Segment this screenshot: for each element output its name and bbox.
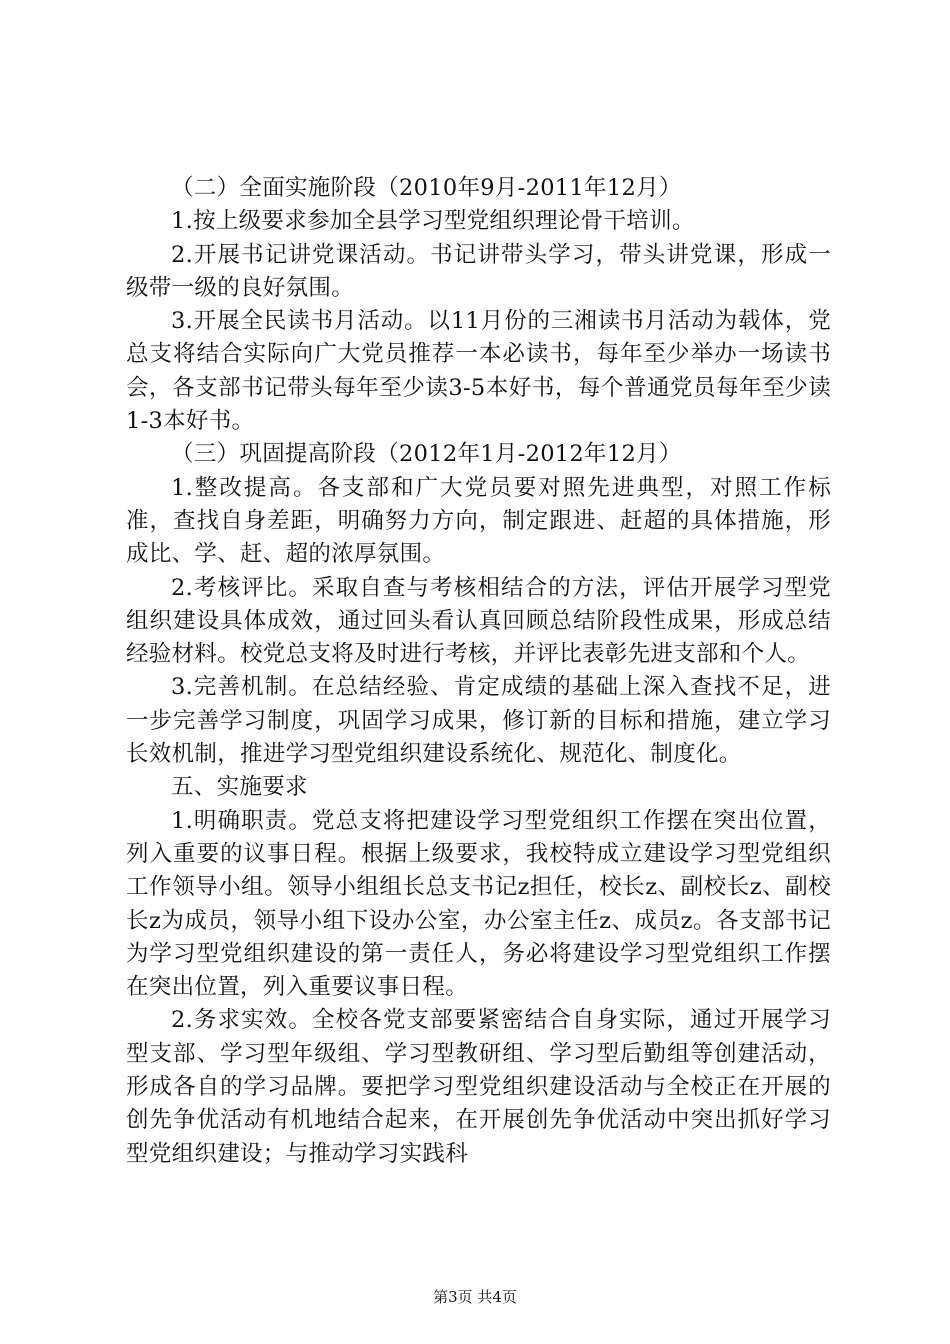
page-number-footer: 第3页 共4页 — [433, 1288, 517, 1306]
section-heading-implementation: （二）全面实施阶段（2010年9月-2011年12月） — [171, 175, 682, 201]
paragraph: 3.开展全民读书月活动。以11月份的三湘读书月活动为载体，党总支将结合实际向广大党员推荐一本必读书，每年至少举办一场读书会，各支部书记带头每年至少读3-5本好书，每个普通党员每年至少读1-3本好书。 — [126, 308, 831, 435]
section-heading-requirements: 五、实施要求 — [171, 774, 308, 801]
paragraph: 2.考核评比。采取自查与考核相结合的方法，评估开展学习型党组织建设具体成效，通过回头看认真回顾总结阶段性成果，形成总结经验材料。校党总支将及时进行考核，并评比表彰先进支部和个人。 — [126, 574, 831, 668]
paragraph: 3.完善机制。在总结经验、肯定成绩的基础上深入查找不足，进一步完善学习制度，巩固学习成果，修订新的目标和措施，建立学习长效机制，推进学习型党组织建设系统化、规范化、制度化。 — [126, 674, 831, 768]
paragraph: 2.开展书记讲党课活动。书记讲带头学习，带头讲党课，形成一级带一级的良好氛围。 — [126, 241, 831, 301]
paragraph: 2.务求实效。全校各党支部要紧密结合自身实际，通过开展学习型支部、学习型年级组、学习型教研组、学习型后勤组等创建活动，形成各自的学习品牌。要把学习型党组织建设活动与全校正在开展的创先争优活动有机地结合起来，在开展创先争优活动中突出抓好学习型党组织建设；与推动学习实践科 — [126, 1007, 831, 1167]
section-heading-consolidation: （三）巩固提高阶段（2012年1月-2012年12月） — [171, 441, 682, 468]
paragraph: 1.按上级要求参加全县学习型党组织理论骨干培训。 — [171, 208, 695, 235]
document-body — [126, 172, 831, 1171]
paragraph: 1.明确职责。党总支将把建设学习型党组织工作摆在突出位置，列入重要的议事日程。根据上级要求，我校特成立建设学习型党组织工作领导小组。领导小组组长总支书记z担任，校长z、副校长z、副校长z为成员，领导小组下设办公室，办公室主任z、成员z。各支部书记为学习型党组织建设的第一责任人，务必将建设学习型党组织工作摆在突出位置，列入重要议事日程。 — [126, 807, 831, 1001]
paragraph: 1.整改提高。各支部和广大党员要对照先进典型，对照工作标准，查找自身差距，明确努力方向，制定跟进、赶超的具体措施，形成比、学、赶、超的浓厚氛围。 — [126, 474, 831, 568]
